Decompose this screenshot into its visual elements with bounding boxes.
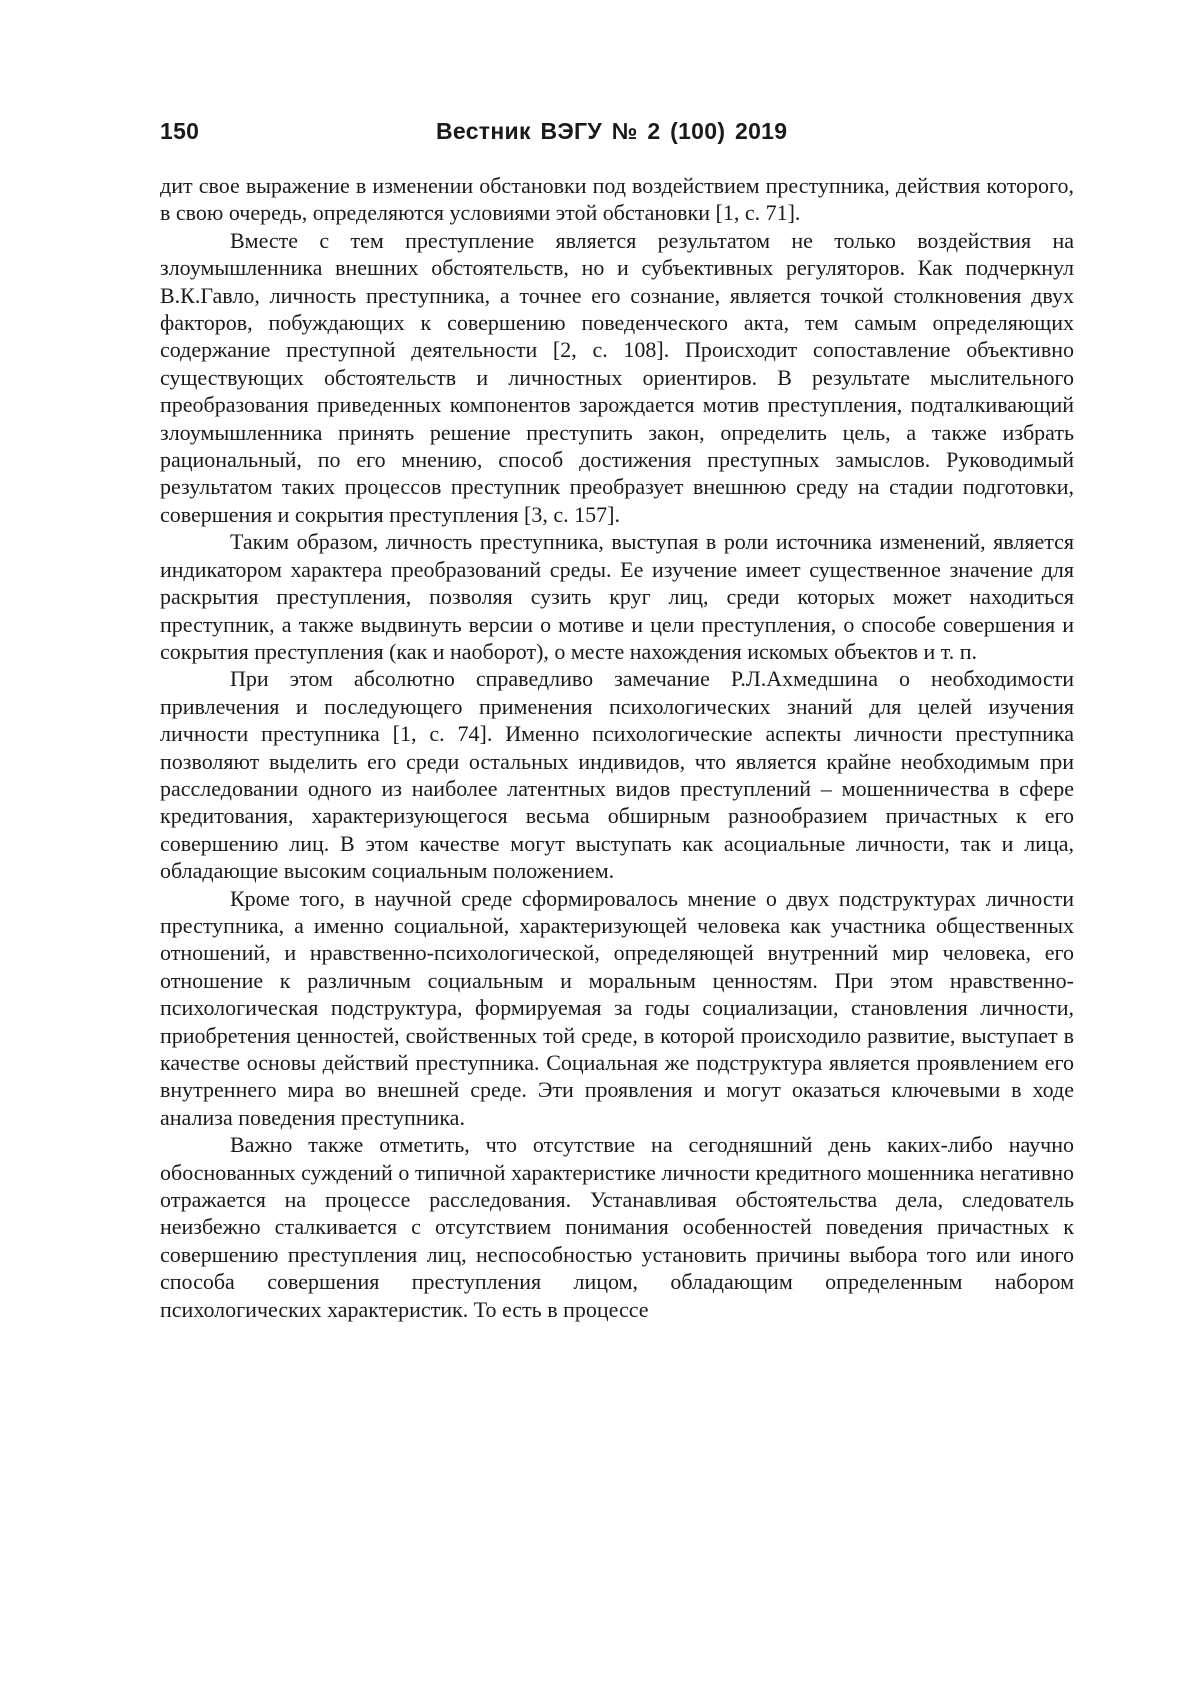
paragraph-1: дит свое выражение в изменении обстановки под воздействием преступника, действия которого, в свою очередь, определяются условиями этой обстановки [1, с. 71]. bbox=[160, 173, 1074, 226]
page-number: 150 bbox=[160, 118, 200, 144]
paragraph-5: Кроме того, в научной среде сформировалось мнение о двух подструктурах личности преступника, а именно социальной, характеризующей человека как участника общественных отношений, и нравственно-психологической, определяющей внутренний мир человека, его отношение к различным социальным и моральным ценностям. При этом нравственно-психологическая подструктура, формируемая за годы социализации, становления личности, приобретения ценностей, свойственных той среде, в которой происходило развитие, выступает в качестве основы действий преступника. Социальная же подструктура является проявлением его внутреннего мира во внешней среде. Эти проявления и могут оказаться ключевыми в ходе анализа поведения преступника. bbox=[160, 885, 1074, 1130]
page-header bbox=[160, 118, 1074, 154]
paragraph-6: Важно также отметить, что отсутствие на сегодняшний день каких-либо научно обоснованных суждений о типичной характеристике личности кредитного мошенника негативно отражается на процессе расследования. Устанавливая обстоятельства дела, следователь неизбежно сталкивается с отсутствием понимания особенностей поведения причастных к совершению преступления лиц, неспособностью установить причины выбора того или иного способа совершения преступления лицом, обладающим определенным набором психологических характеристик. То есть в процессе bbox=[160, 1132, 1074, 1322]
paragraph-2: Вместе с тем преступление является результатом не только воздействия на злоумышленника внешних обстоятельств, но и субъективных регуляторов. Как подчеркнул В.К.Гавло, личность преступника, а точнее его сознание, является точкой столкновения двух факторов, побуждающих к совершению поведенческого акта, тем самым определяющих содержание преступной деятельности [2, с. 108]. Происходит сопоставление объективно существующих обстоятельств и личностных ориентиров. В результате мыслительного преобразования приведенных компонентов зарождается мотив преступления, подталкивающий злоумышленника принять решение преступить закон, определить цель, а также избрать рациональный, по его мнению, способ достижения преступных замыслов. Руководимый результатом таких процессов преступник преобразует внешнюю среду на стадии подготовки, совершения и сокрытия преступления [3, с. 157]. bbox=[160, 227, 1074, 527]
journal-title: Вестник ВЭГУ № 2 (100) 2019 bbox=[436, 118, 788, 144]
article-body bbox=[160, 172, 1074, 1323]
paragraph-4: При этом абсолютно справедливо замечание Р.Л.Ахмедшина о необходимости привлечения и последующего применения психологических знаний для целей изучения личности преступника [1, с. 74]. Именно психологические аспекты личности преступника позволяют выделить его среди остальных индивидов, что является крайне необходимым при расследовании одного из наиболее латентных видов преступлений – мошенничества в сфере кредитования, характеризующегося весьма обширным разнообразием причастных к его совершению лиц. В этом качестве могут выступать как асоциальные личности, так и лица, обладающие высоким социальным положением. bbox=[160, 666, 1074, 884]
paragraph-3: Таким образом, личность преступника, выступая в роли источника изменений, является индикатором характера преобразований среды. Ее изучение имеет существенное значение для раскрытия преступления, позволяя сузить круг лиц, среди которых может находиться преступник, а также выдвинуть версии о мотиве и цели преступления, о способе совершения и сокрытия преступления (как и наоборот), о месте нахождения искомых объектов и т. п. bbox=[160, 529, 1074, 664]
